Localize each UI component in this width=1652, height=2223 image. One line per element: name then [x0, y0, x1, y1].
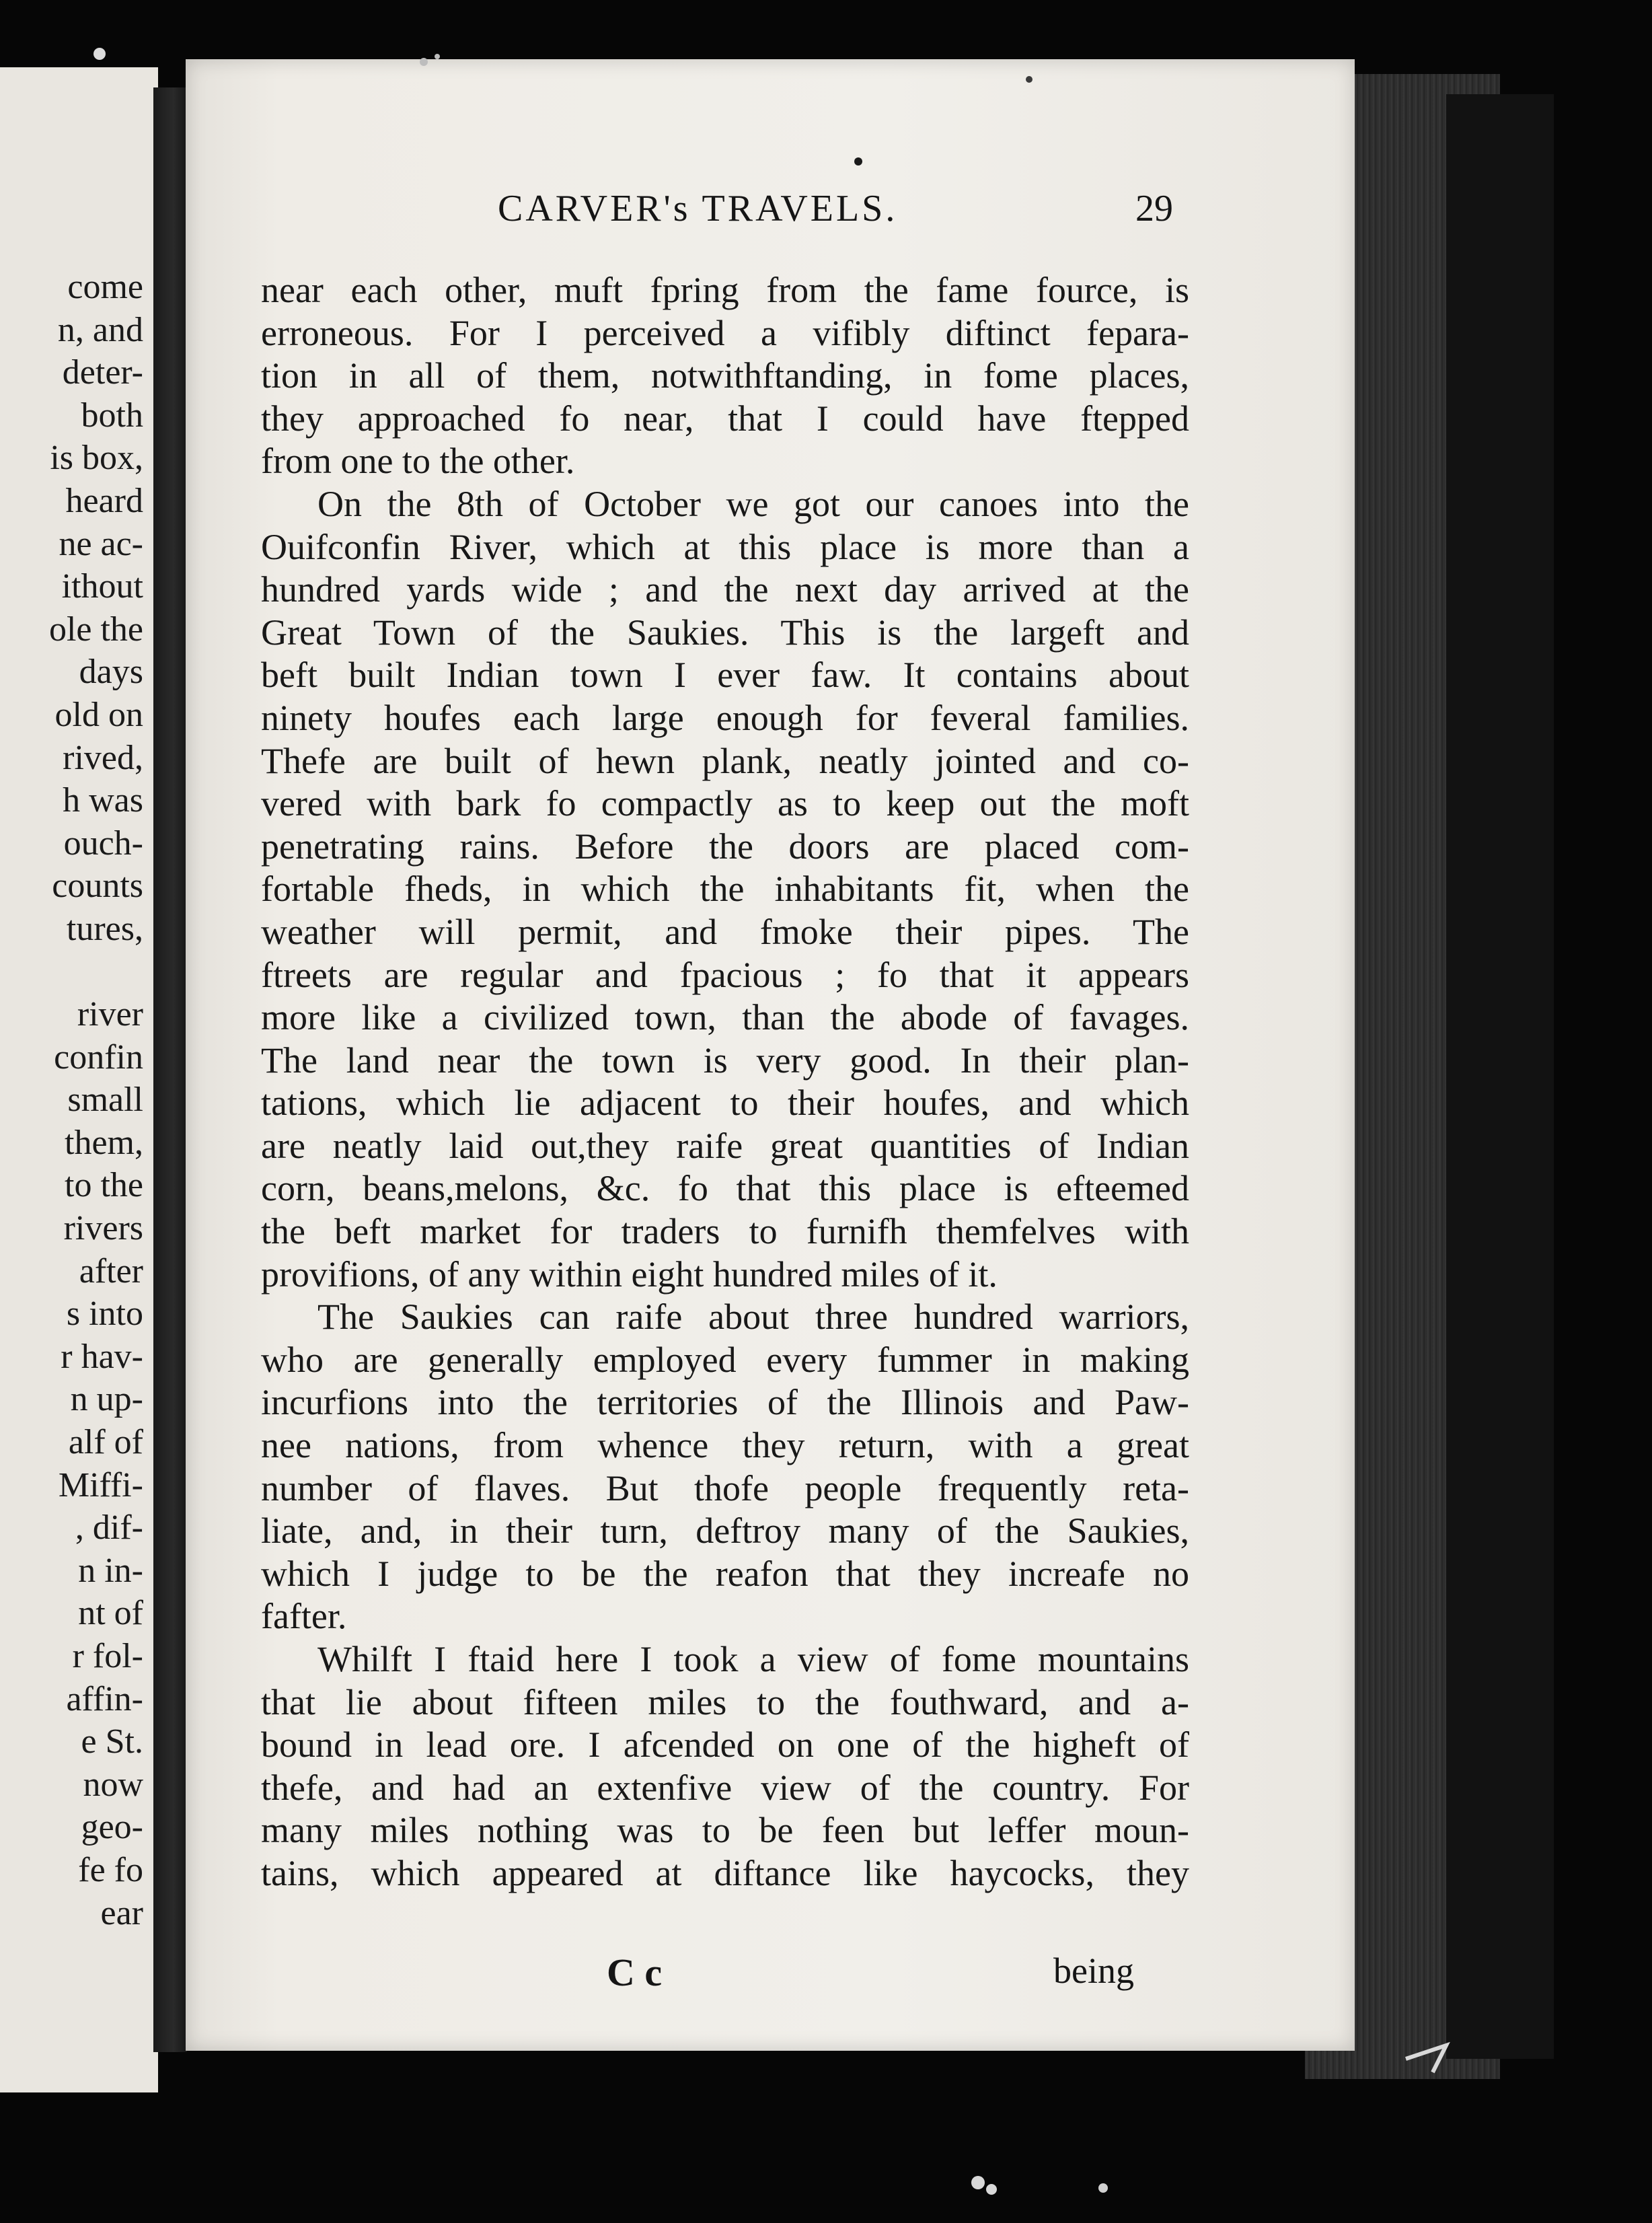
text-line: tains, which appeared at diftance like haycocks, they [261, 1852, 1189, 1893]
left-page-line: after [79, 1251, 143, 1290]
text-line: corn, beans,melons, &c. fo that this place is efteemed [261, 1168, 1189, 1209]
paragraph [261, 483, 1189, 1296]
text-line: erroneous. For I perceived a vifibly diftinct fepara- [261, 312, 1189, 353]
text-line: near each other, muft fpring from the fame fource, is [261, 270, 1189, 310]
left-page-line: ne ac- [59, 524, 143, 563]
text-line: more like a civilized town, than the abode of favages. [261, 997, 1189, 1038]
left-page-line: Miffi- [58, 1465, 143, 1504]
text-line: ftreets are regular and fpacious ; fo that it appears [261, 954, 1189, 995]
text-line: tion in all of them, notwithftanding, in fome places, [261, 355, 1189, 396]
left-page-line: affin- [66, 1679, 143, 1718]
text-line: Ouifconfin River, which at this place is more than a [261, 526, 1189, 567]
fore-edge-shadow [1446, 94, 1554, 2059]
left-page-line: river [77, 995, 143, 1034]
paragraph [261, 269, 1189, 483]
text-line: which I judge to be the reafon that they increafe no [261, 1553, 1189, 1594]
left-page-line: s into [66, 1295, 143, 1334]
text-line: that lie about fifteen miles to the fouthward, and a- [261, 1681, 1189, 1722]
left-page-line [9, 951, 143, 994]
body-text [261, 269, 1189, 1895]
left-page-line: confin [54, 1037, 143, 1077]
left-page-line: ithout [61, 567, 143, 606]
text-line: The Saukies can raife about three hundred warriors, [317, 1297, 1189, 1338]
left-page-line: them, [65, 1123, 143, 1162]
left-page-line: ear [100, 1893, 143, 1932]
left-page-line: r hav- [61, 1337, 143, 1376]
text-line: thefe, and had an extenfive view of the country. For [261, 1767, 1189, 1808]
left-page-line: rivers [63, 1209, 143, 1248]
catchword: being [1053, 1951, 1134, 1991]
text-line: incurfions into the territories of the Illinois and Paw- [261, 1382, 1189, 1423]
left-page-line: nt of [78, 1594, 143, 1633]
left-page-line: ole the [48, 610, 143, 649]
text-line: they approached fo near, that I could have ftepped [261, 398, 1189, 439]
left-page-line: tures, [66, 909, 143, 948]
signature-mark: C c [607, 1951, 663, 1994]
text-line: penetrating rains. Before the doors are placed com- [261, 826, 1189, 867]
left-page-line: fe fo [78, 1850, 143, 1889]
left-page-line: is box, [50, 439, 143, 478]
text-line: liate, and, in their turn, deftroy many of the Saukies, [261, 1510, 1189, 1552]
text-line: from one to the other. [261, 441, 575, 482]
text-line: number of flaves. But thofe people frequently reta- [261, 1467, 1189, 1508]
left-page-line: n, and [57, 310, 143, 349]
text-line: bound in lead ore. I afcended on one of the higheft of [261, 1724, 1189, 1765]
text-line: provifions, of any within eight hundred miles of it. [261, 1253, 998, 1295]
text-line: On the 8th of October we got our canoes into the [317, 483, 1189, 524]
text-line: who are generally employed every fummer in making [261, 1339, 1189, 1380]
text-line: hundred yards wide ; and the next day arrived at the [261, 569, 1189, 610]
left-page-line: heard [65, 481, 143, 520]
paragraph [261, 1638, 1189, 1895]
left-page-line: n in- [78, 1551, 143, 1590]
text-line: Thefe are built of hewn plank, neatly jointed and co- [261, 740, 1189, 781]
text-line: The land near the town is very good. In their plan- [261, 1040, 1189, 1081]
left-page-line: deter- [62, 353, 143, 392]
text-line: nee nations, from whence they return, with a great [261, 1425, 1189, 1466]
left-page-line: to the [65, 1166, 143, 1205]
left-page-line: days [79, 653, 143, 692]
text-line: the beft market for traders to furnifh themfelves with [261, 1211, 1189, 1252]
text-line: are neatly laid out,they raife great quantities of Indian [261, 1125, 1189, 1166]
text-line: many miles nothing was to be feen but leffer moun- [261, 1810, 1189, 1851]
page-number: 29 [1135, 188, 1173, 229]
text-line: fortable fheds, in which the inhabitants fit, when the [261, 869, 1189, 910]
left-page-line: alf of [68, 1423, 143, 1462]
left-facing-page [0, 67, 158, 2092]
text-line: Great Town of the Saukies. This is the largeft and [261, 612, 1189, 653]
left-page-line: r fol- [72, 1637, 143, 1675]
left-page-line: now [83, 1765, 143, 1804]
left-page-line: come [67, 268, 143, 306]
text-line: weather will permit, and fmoke their pipes. The [261, 911, 1189, 952]
left-page-line: ouch- [63, 824, 143, 863]
left-page-line: old on [54, 695, 143, 734]
text-line: Whilft I ftaid here I took a view of fome mountains [317, 1639, 1189, 1679]
left-page-text-fragments [9, 266, 143, 1934]
left-page-line: , dif- [75, 1508, 143, 1547]
text-line: fafter. [261, 1596, 347, 1637]
text-line: vered with bark fo compactly as to keep out the moft [261, 783, 1189, 824]
left-page-line: both [81, 396, 143, 435]
book-gutter [153, 87, 187, 2052]
left-page-line: counts [52, 867, 143, 906]
running-head: CARVER's TRAVELS. [498, 188, 898, 229]
text-line: beft built Indian town I ever faw. It contains about [261, 655, 1189, 696]
left-page-line: e St. [81, 1722, 143, 1761]
text-line: tations, which lie adjacent to their houfes, and which [261, 1083, 1189, 1124]
paragraph [261, 1296, 1189, 1638]
left-page-line: small [67, 1081, 143, 1120]
left-page-line: n up- [70, 1380, 143, 1419]
left-page-line: geo- [81, 1808, 143, 1847]
left-page-line: h was [63, 781, 143, 820]
left-page-line: rived, [63, 738, 143, 777]
text-line: ninety houfes each large enough for feveral families. [261, 697, 1189, 738]
